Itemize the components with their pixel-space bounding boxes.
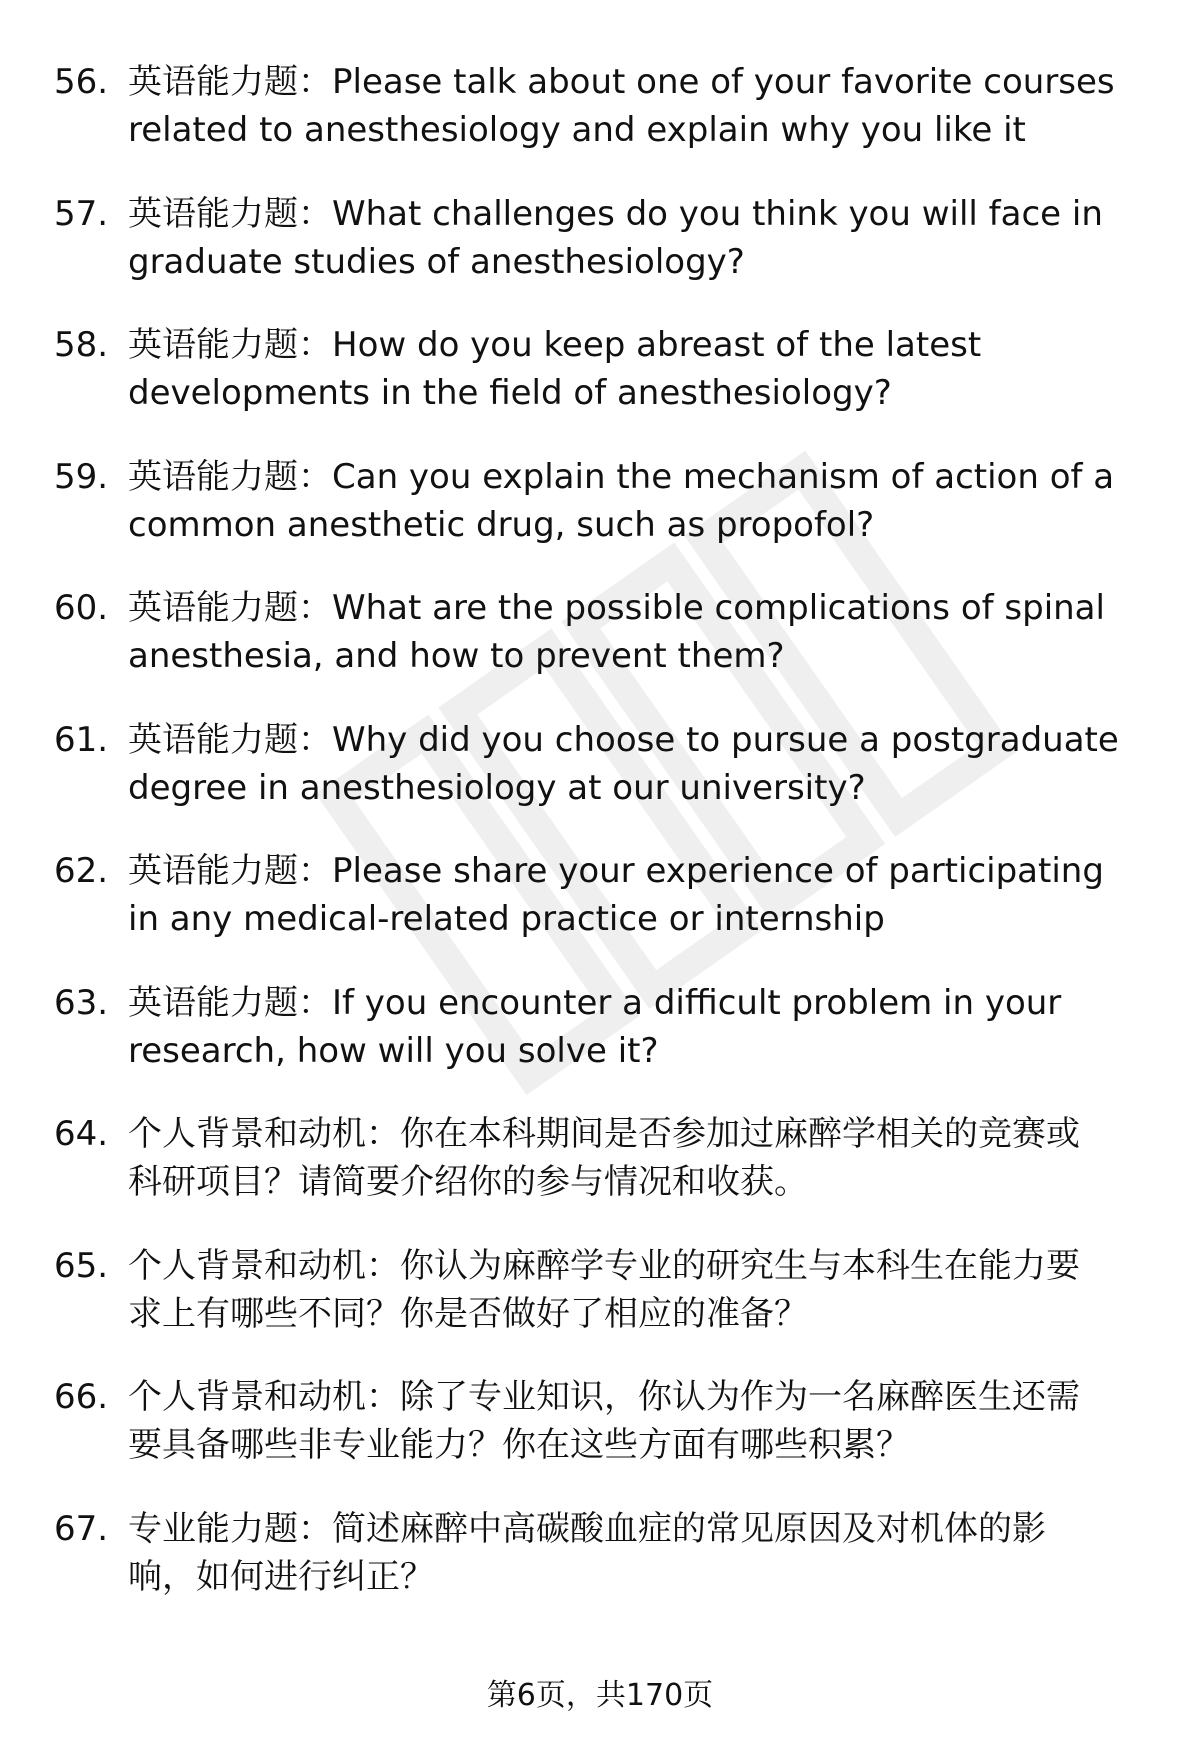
question-text: 英语能力题：Can you explain the mechanism of action of a common anesthetic drug, such as propofol? <box>128 456 1115 545</box>
question-item <box>0 321 1200 453</box>
page-footer <box>0 1676 1200 1716</box>
question-item <box>0 1373 1200 1505</box>
question-text: 英语能力题：What are the possible complications of spinal anesthesia, and how to prevent them? <box>128 588 1105 676</box>
question-item <box>0 58 1200 190</box>
question-text: 个人背景和动机：除了专业知识，你认为作为一名麻醉医生还需 要具备哪些非专业能力？你在这些方面有哪些积累？ <box>128 1377 1080 1465</box>
question-number: 67. <box>54 1508 109 1549</box>
question-item <box>0 847 1200 979</box>
question-text: 英语能力题：How do you keep abreast of the latest developments in the field of anesthesiology? <box>128 325 982 413</box>
question-list <box>0 58 1200 1636</box>
question-number: 56. <box>54 62 109 102</box>
question-item <box>0 1110 1200 1242</box>
question-text: 专业能力题：简述麻醉中高碳酸血症的常见原因及对机体的影 响，如何进行纠正？ <box>128 1508 1046 1597</box>
question-text: 英语能力题：What challenges do you think you will face in graduate studies of anesthesiology? <box>128 193 1103 282</box>
question-number: 63. <box>54 982 109 1023</box>
question-number: 66. <box>54 1377 109 1417</box>
question-text: 英语能力题：Why did you choose to pursue a postgraduate degree in anesthesiology at our university? <box>128 719 1119 808</box>
question-item <box>0 979 1200 1111</box>
question-text: 个人背景和动机：你在本科期间是否参加过麻醉学相关的竞赛或 科研项目？请简要介绍你的参与情况和收获。 <box>128 1114 1080 1202</box>
question-text: 英语能力题：Please talk about one of your favorite courses related to anesthesiology and explain why you like it <box>128 62 1115 150</box>
page-number-label: 第6页，共170页 <box>486 1678 714 1713</box>
question-number: 61. <box>54 719 109 760</box>
question-item <box>0 584 1200 716</box>
question-text: 个人背景和动机：你认为麻醉学专业的研究生与本科生在能力要 求上有哪些不同？你是否做好了相应的准备？ <box>128 1245 1080 1334</box>
question-number: 64. <box>54 1114 109 1154</box>
question-number: 62. <box>54 851 109 891</box>
question-number: 57. <box>54 193 109 234</box>
question-number: 58. <box>54 325 109 365</box>
question-text: 英语能力题：If you encounter a difficult problem in your research, how will you solve it? <box>128 982 1062 1071</box>
question-item <box>0 190 1200 322</box>
question-item <box>0 1505 1200 1637</box>
question-number: 65. <box>54 1245 109 1286</box>
question-number: 60. <box>54 588 109 628</box>
question-item <box>0 1242 1200 1374</box>
question-item <box>0 453 1200 585</box>
question-number: 59. <box>54 456 109 497</box>
question-text: 英语能力题：Please share your experience of participating in any medical-related practice or internship <box>128 851 1104 939</box>
question-item <box>0 716 1200 848</box>
